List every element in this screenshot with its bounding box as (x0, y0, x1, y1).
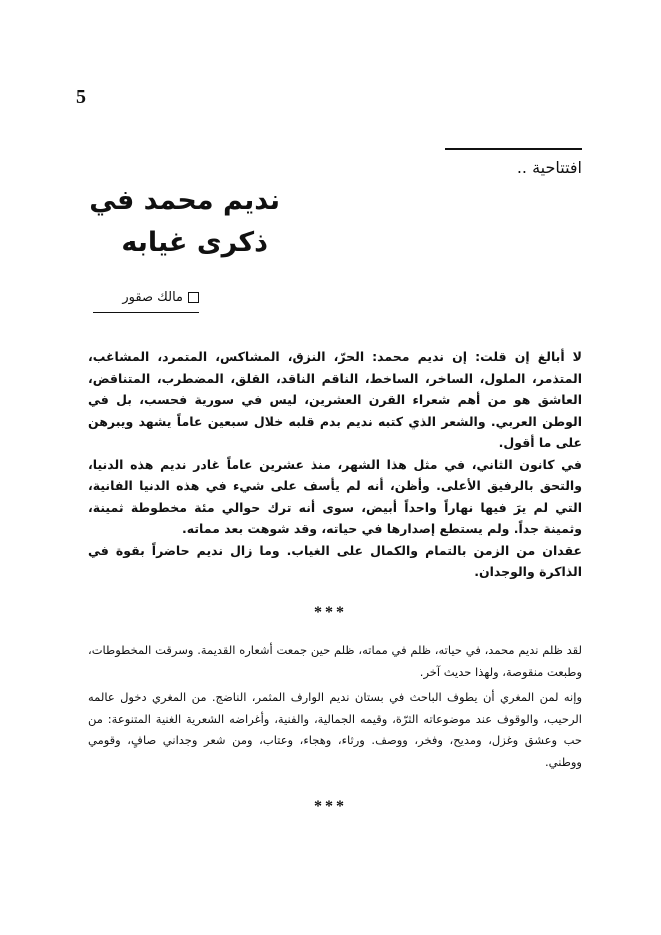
article-title-line-2: ذكرى غيابه (121, 227, 268, 258)
body-paragraph: وإنه لمن المغري أن يطوف الباحث في بستان نديم الوارف المثمر، الناضج. من المغري دخول عالمه الرحيب، والوقوف عند موضوعاته الثرّة، وقيمه الجمالية، والفنية، وأغراضه الشعرية الغنية المتنوعة: من حب وعشق وغزل، ومديح، وفخر، ووصف. ورثاء، وهجاء، وعتاب، ومن شعر وجداني صافٍ، وقومي ووطني. (88, 690, 582, 769)
author-underline (93, 312, 199, 313)
article-title-line-1: نديم محمد في (89, 185, 280, 216)
intro-paragraph: عقدان من الزمن بالتمام والكمال على الغياب. وما زال نديم حاضراً بقوة في الذاكرة والوجدان. (88, 542, 582, 579)
intro-paragraph: لا أبالغ إن قلت: إن نديم محمد: الحرّ، النزق، المشاكس، المتمرد، المشاغب، المتذمر، الملول، الساخر، الساخط، الناقم الناقد، القلق، المضطرب، المتناقض، العاشق هو من أهم شعراء القرن العشرين، ليس في سورية فحسب، بل في الوطن العربي. والشعر الذي كتبه نديم بدم قلبه خلال سبعين عاماً يشهد ويبرهن على ما أقول. (88, 349, 582, 450)
author-name: مالك صقور (122, 290, 183, 305)
section-separator: *** (314, 798, 347, 815)
section-header-rule (445, 148, 582, 150)
article-title (60, 180, 280, 264)
page-number: 5 (76, 86, 86, 108)
section-separator: *** (314, 604, 347, 621)
body-text (88, 640, 582, 773)
body-paragraph: لقد ظلم نديم محمد، في حياته، ظلم في مماته، ظلم حين جمعت أشعاره القديمة. وسرقت المخطوطات، وطبعت منقوصة، ولهذا حديث آخر. (88, 643, 582, 679)
section-label: افتتاحية .. (516, 158, 582, 177)
square-bullet-icon (188, 292, 199, 303)
intro-paragraph: في كانون الثاني، في مثل هذا الشهر، منذ عشرين عاماً غادر نديم هذه الدنيا، والتحق بالرفيق الأعلى. وأظن، أنه لم يأسف على شيء في هذه الدنيا الفانية، التي لم يرَ فيها نهاراً واحداً أبيض، سوى أنه ترك حوالي مئة مخطوطة ثمينة، وثمينة جداً. ولم يستطع إصدارها في حياته، وقد شوهت بعد مماته. (88, 456, 582, 536)
author-byline (93, 286, 199, 310)
intro-text (88, 346, 582, 583)
